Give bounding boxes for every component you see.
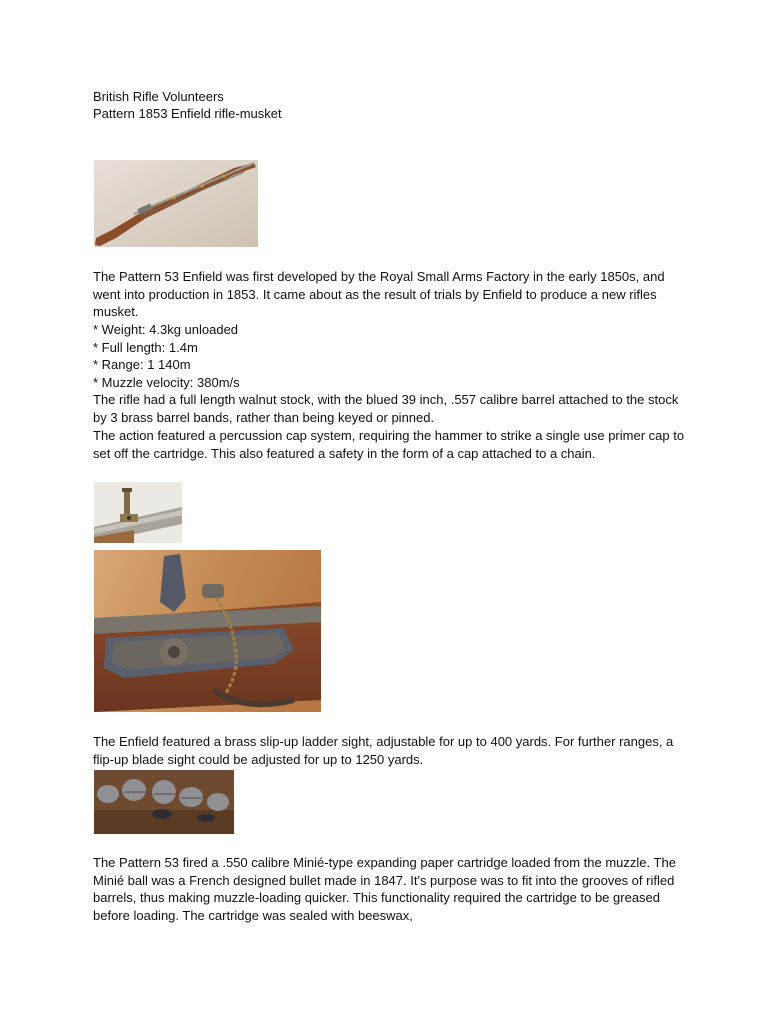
spec-range: * Range: 1 140m <box>93 357 191 372</box>
sight-photo <box>94 482 182 543</box>
lock-photo <box>94 550 321 712</box>
title-line-2: Pattern 1853 Enfield rifle-musket <box>93 106 282 121</box>
sight-photo-graphic <box>94 482 182 543</box>
bullets-photo <box>94 770 234 834</box>
bullets-photo-graphic <box>94 770 234 834</box>
spec-velocity: * Muzzle velocity: 380m/s <box>93 375 240 390</box>
ammo-paragraph: The Pattern 53 fired a .550 calibre Minié-type expanding paper cartridge loaded from the muzzle. The Minié ball was a French designed bullet made in 1847. It's purpose was to fit into the grooves of rifled barrels, thus making muzzle-loading quicker. This functionality required the cartridge to be greased before loading. The cartridge was sealed with beeswax, <box>93 855 676 923</box>
lock-photo-graphic <box>94 550 321 712</box>
action-paragraph: The action featured a percussion cap system, requiring the hammer to strike a single use primer cap to set off the cartridge. This also featured a safety in the form of a cap attached to a chain. <box>93 428 685 461</box>
rifle-photo <box>94 160 258 247</box>
stock-paragraph: The rifle had a full length walnut stock, with the blued 39 inch, .557 calibre barrel attached to the stock by 3 brass barrel bands, rather than being keyed or pinned. <box>93 392 679 425</box>
spec-weight: * Weight: 4.3kg unloaded <box>93 322 239 337</box>
sight-paragraph: The Enfield featured a brass slip-up ladder sight, adjustable for up to 400 yards. For further ranges, a flip-up blade sight could be adjusted for up to 1250 yards. <box>93 734 674 767</box>
intro-paragraph: The Pattern 53 Enfield was first developed by the Royal Small Arms Factory in the early 1850s, and went into production in 1853. It came about as the result of trials by Enfield to produce a new rifles musket. <box>93 269 665 319</box>
spec-length: * Full length: 1.4m <box>93 340 198 355</box>
rifle-photo-graphic <box>94 160 258 247</box>
title-line-1: British Rifle Volunteers <box>93 89 224 104</box>
